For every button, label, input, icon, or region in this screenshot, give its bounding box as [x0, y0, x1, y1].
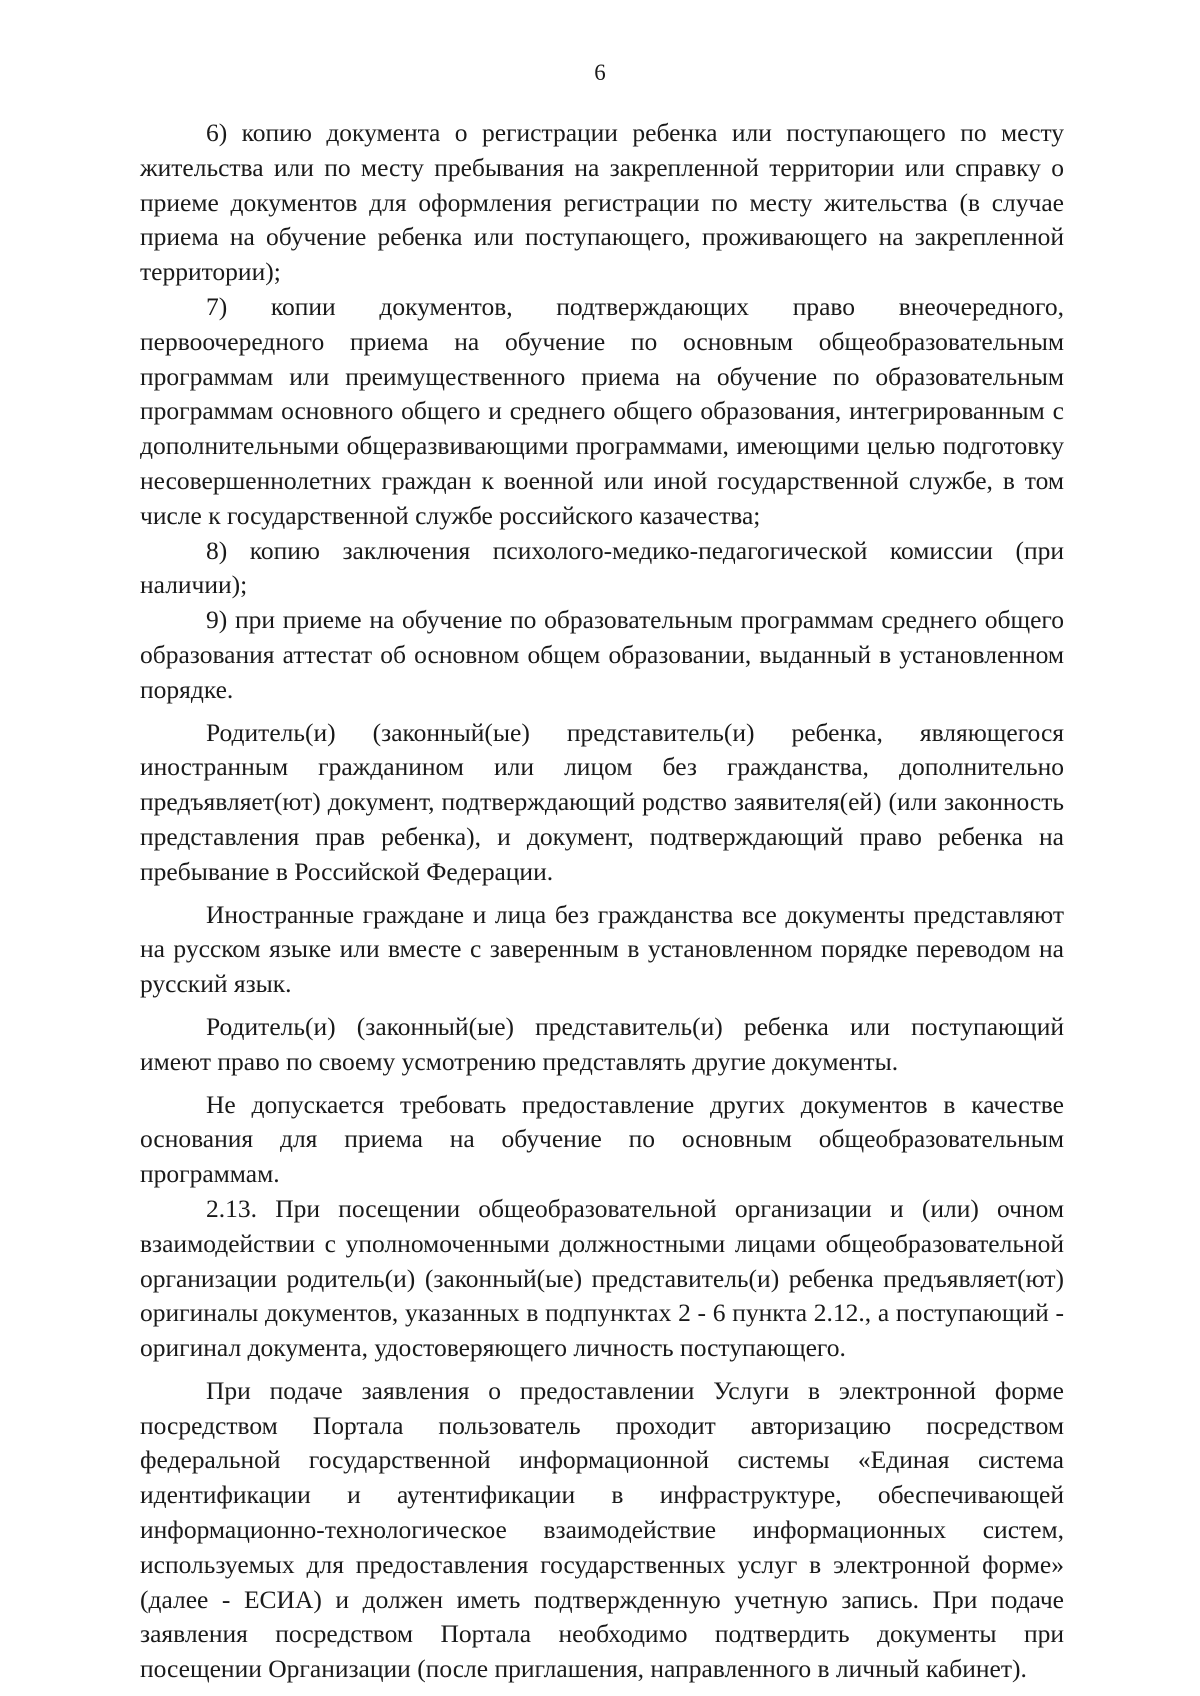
paragraph-2-13-originals: 2.13. При посещении общеобразовательной организации и (или) очном взаимодействии с уполномоченными должностными лицами общеобразовательной организации родитель(и) (законный(ые) представитель(и) ребенка предъявляет(ют) оригиналы документов, указанных в подпунктах 2 - 6 пункта 2.12., а поступающий - оригинал документа, удостоверяющего личность поступающего. [140, 1193, 1064, 1363]
paragraph-item-6-registration: 6) копию документа о регистрации ребенка или поступающего по месту жительства или по месту пребывания на закрепленной территории или справку о приеме документов для оформления регистрации по месту жительства (в случае приема на обучение ребенка или поступающего, проживающего на закрепленной территории); [140, 118, 1064, 287]
document-body [140, 116, 1064, 1687]
paragraph-item-7-priority-admission: 7) копии документов, подтверждающих право внеочередного, первоочередного приема на обучение по основным общеобразовательным программам или преимущественного приема на обучение по образовательным программам основного общего и среднего общего образования, интегрированным с дополнительными общеразвивающими программами, имеющими целью подготовку несовершеннолетних граждан к военной или иной государственной службе, в том числе к государственной службе российского казачества; [140, 291, 1064, 530]
paragraph-portal-esia: При подаче заявления о предоставлении Услуги в электронной форме посредством Портала пользователь проходит авторизацию посредством федеральной государственной информационной системы «Единая система идентификации и аутентификации в инфраструктуре, обеспечивающей информационно-технологическое взаимодействие информационных систем, используемых для предоставления государственных услуг в электронной форме» (далее - ЕСИА) и должен иметь подтвержденную учетную запись. При подаче заявления посредством Портала необходимо подтвердить документы при посещении Организации (после приглашения, направленного в личный кабинет). [140, 1375, 1064, 1684]
paragraph-item-9-certificate: 9) при приеме на обучение по образовательным программам среднего общего образования аттестат об основном общем образовании, выданный в установленном порядке. [140, 605, 1064, 704]
paragraph-foreign-child-documents: Родитель(и) (законный(ые) представитель(и) ребенка, являющегося иностранным гражданином или лицом без гражданства, дополнительно предъявляет(ют) документ, подтверждающий родство заявителя(ей) (или законность представления прав ребенка), и документ, подтверждающий право ребенка на пребывание в Российской Федерации. [140, 717, 1064, 886]
paragraph-item-8-pmpk-conclusion: 8) копию заключения психолого-медико-педагогической комиссии (при наличии); [140, 535, 1064, 600]
page-number: 6 [594, 60, 606, 85]
paragraph-russian-language: Иностранные граждане и лица без гражданства все документы представляют на русском языке или вместе с заверенным в установленном порядке переводом на русский язык. [140, 899, 1064, 999]
paragraph-no-extra-requirements: Не допускается требовать предоставление других документов в качестве основания для приема на обучение по основным общеобразовательным программам. [140, 1089, 1064, 1189]
paragraph-other-documents: Родитель(и) (законный(ые) представитель(и) ребенка или поступающий имеют право по своему усмотрению представлять другие документы. [140, 1011, 1064, 1076]
